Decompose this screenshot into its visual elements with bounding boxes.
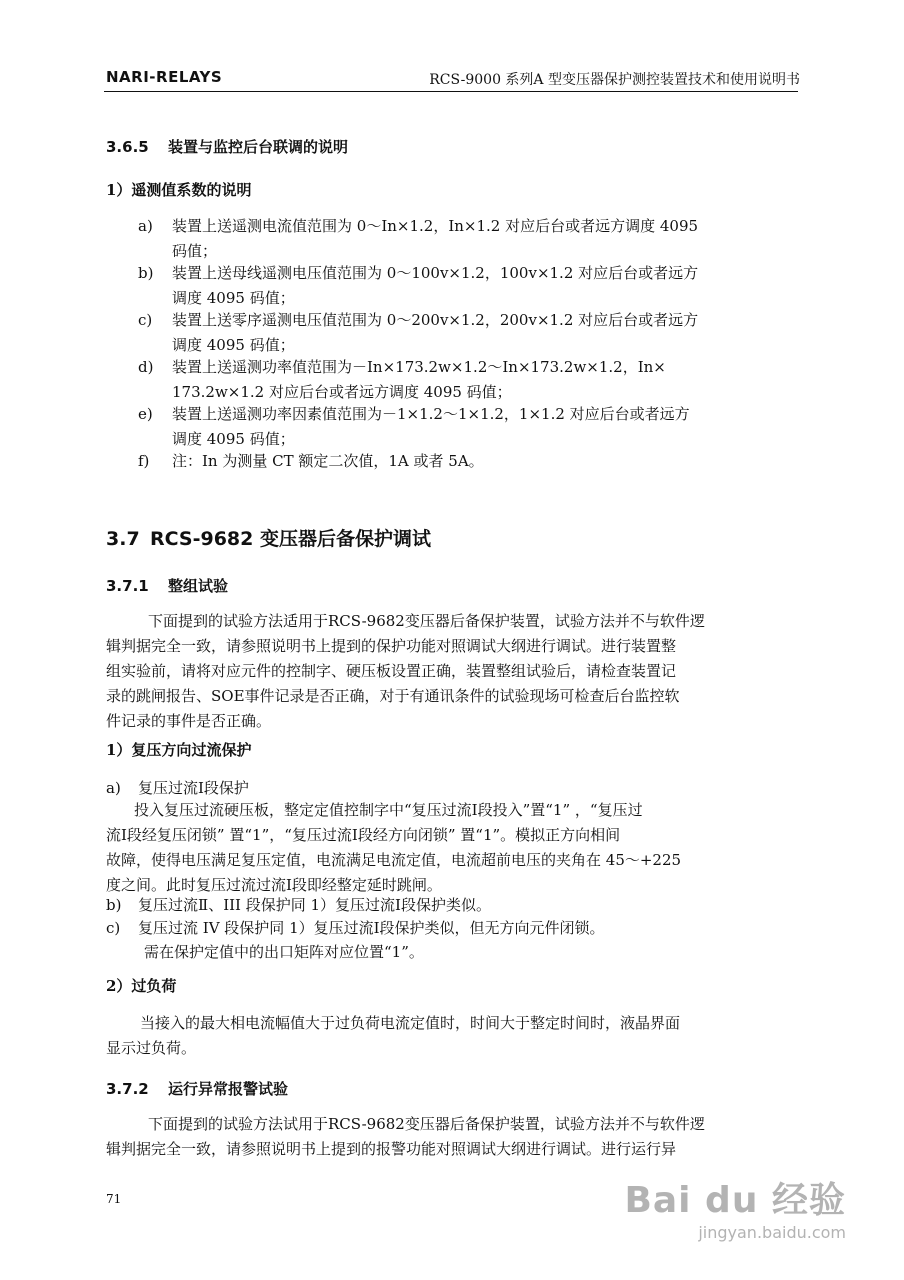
paragraph-stage1 — [106, 798, 681, 898]
section-number: 3.6.5 — [106, 138, 149, 156]
paragraph-alarm-test — [106, 1112, 705, 1162]
section-number: 3.7 — [106, 528, 140, 550]
list-item — [106, 916, 605, 941]
subsection-heading-telemetry: 1）遥测值系数的说明 — [106, 181, 252, 199]
para-line: 下面提到的试验方法试用于RCS-9682变压器后备保护装置，试验方法并不与软件逻 — [148, 1115, 705, 1133]
para-line: 当接入的最大相电流幅值大于过负荷电流定值时，时间大于整定时间时，液晶界面 — [140, 1014, 681, 1032]
item-text: 复压过流Ⅰ段保护 — [138, 779, 249, 797]
para-line: 辑判据完全一致，请参照说明书上提到的报警功能对照调试大纲进行调试。进行运行异 — [106, 1140, 677, 1158]
baidu-watermark — [624, 1172, 846, 1242]
subsection-heading-overload: 2）过负荷 — [106, 977, 177, 995]
para-line: 度之间。此时复压过流过流Ⅰ段即经整定延时跳闸。 — [106, 876, 442, 894]
item-text: 复压过流 IV 段保护同 1）复压过流Ⅰ段保护类似，但无方向元件闭锁。 — [138, 919, 605, 937]
list-item — [138, 214, 698, 264]
item-marker: d) — [138, 358, 154, 376]
item-text-cont: 173.2w×1.2 对应后台或者远方调度 4095 码值； — [172, 383, 512, 401]
item-text: 装置上送零序遥测电压值范围为 0～200v×1.2，200v×1.2 对应后台或者远方 — [172, 311, 699, 329]
item-text-cont: 码值； — [172, 242, 218, 260]
page-number: 71 — [106, 1192, 122, 1206]
para-line: 组实验前，请将对应元件的控制字、硬压板设置正确，装置整组试验后，请检查装置记 — [106, 662, 677, 680]
section-number: 3.7.1 — [106, 577, 149, 595]
brand-logo: NARI-RELAYS — [106, 68, 223, 86]
item-marker: c) — [138, 311, 153, 329]
para-line: 显示过负荷。 — [106, 1039, 197, 1057]
section-number: 3.7.2 — [106, 1080, 149, 1098]
item-text: 注：In 为测量 CT 额定二次值，1A 或者 5A。 — [172, 452, 484, 470]
section-heading-3-7-1 — [106, 575, 228, 596]
para-line: 辑判据完全一致，请参照说明书上提到的保护功能对照调试大纲进行调试。进行装置整 — [106, 637, 677, 655]
paragraph-test-method — [106, 609, 705, 734]
section-title: 整组试验 — [168, 577, 229, 595]
para-line: 件记录的事件是否正确。 — [106, 712, 272, 730]
list-item — [138, 402, 690, 452]
para-line: 故障，使得电压满足复压定值，电流满足电流定值，电流超前电压的夹角在 45～+225 — [106, 851, 682, 869]
section-title: RCS-9682 变压器后备保护调试 — [150, 528, 431, 550]
item-text: 装置上送遥测功率值范围为－In×173.2w×1.2～In×173.2w×1.2，In× — [172, 358, 666, 376]
section-heading-3-7-2 — [106, 1078, 288, 1099]
list-item — [138, 355, 666, 405]
item-marker: e) — [138, 405, 153, 423]
section-title: 装置与监控后台联调的说明 — [168, 138, 349, 156]
para-line: 录的跳闸报告、SOE事件记录是否正确，对于有通讯条件的试验现场可检查后台监控软 — [106, 687, 680, 705]
item-text: 装置上送遥测电流值范围为 0～In×1.2，In×1.2 对应后台或者远方调度 4095 — [172, 217, 699, 235]
item-marker: a) — [106, 779, 121, 797]
para-line: 投入复压过流硬压板，整定定值控制字中“复压过流Ⅰ段投入”置“1” ，“复压过 — [134, 801, 643, 819]
item-text: 装置上送母线遥测电压值范围为 0～100v×1.2，100v×1.2 对应后台或者远方 — [172, 264, 699, 282]
section-title: 运行异常报警试验 — [168, 1080, 289, 1098]
para-line: 流Ⅰ段经复压闭锁” 置“1”，“复压过流Ⅰ段经方向闭锁” 置“1”。模拟正方向相间 — [106, 826, 621, 844]
watermark-logo: Bai du 经验 — [624, 1180, 846, 1221]
item-marker: a) — [138, 217, 153, 235]
paragraph-overload — [106, 1011, 680, 1061]
list-item — [106, 893, 491, 918]
header-divider — [104, 91, 798, 92]
para-line: 下面提到的试验方法适用于RCS-9682变压器后备保护装置，试验方法并不与软件逻 — [148, 612, 705, 630]
document-title: RCS-9000 系列A 型变压器保护测控装置技术和使用说明书 — [429, 72, 800, 88]
item-text-cont: 调度 4095 码值； — [172, 336, 295, 354]
section-heading-3-6-5 — [106, 136, 348, 157]
item-marker: c) — [106, 919, 121, 937]
item-text-cont: 调度 4095 码值； — [172, 289, 295, 307]
list-item — [138, 308, 698, 358]
watermark-url: jingyan.baidu.com — [698, 1223, 846, 1242]
item-marker: b) — [106, 896, 122, 914]
item-marker: b) — [138, 264, 154, 282]
note-text: 需在保护定值中的出口矩阵对应位置“1”。 — [144, 943, 424, 961]
subsection-heading-overcurrent: 1）复压方向过流保护 — [106, 741, 252, 759]
list-item — [138, 449, 484, 474]
item-text: 装置上送遥测功率因素值范围为－1×1.2～1×1.2，1×1.2 对应后台或者远方 — [172, 405, 690, 423]
section-heading-3-7 — [106, 524, 431, 551]
item-text-cont: 调度 4095 码值； — [172, 430, 295, 448]
item-text: 复压过流Ⅱ、III 段保护同 1）复压过流Ⅰ段保护类似。 — [138, 896, 491, 914]
item-marker: f) — [138, 452, 150, 470]
list-item — [138, 261, 698, 311]
